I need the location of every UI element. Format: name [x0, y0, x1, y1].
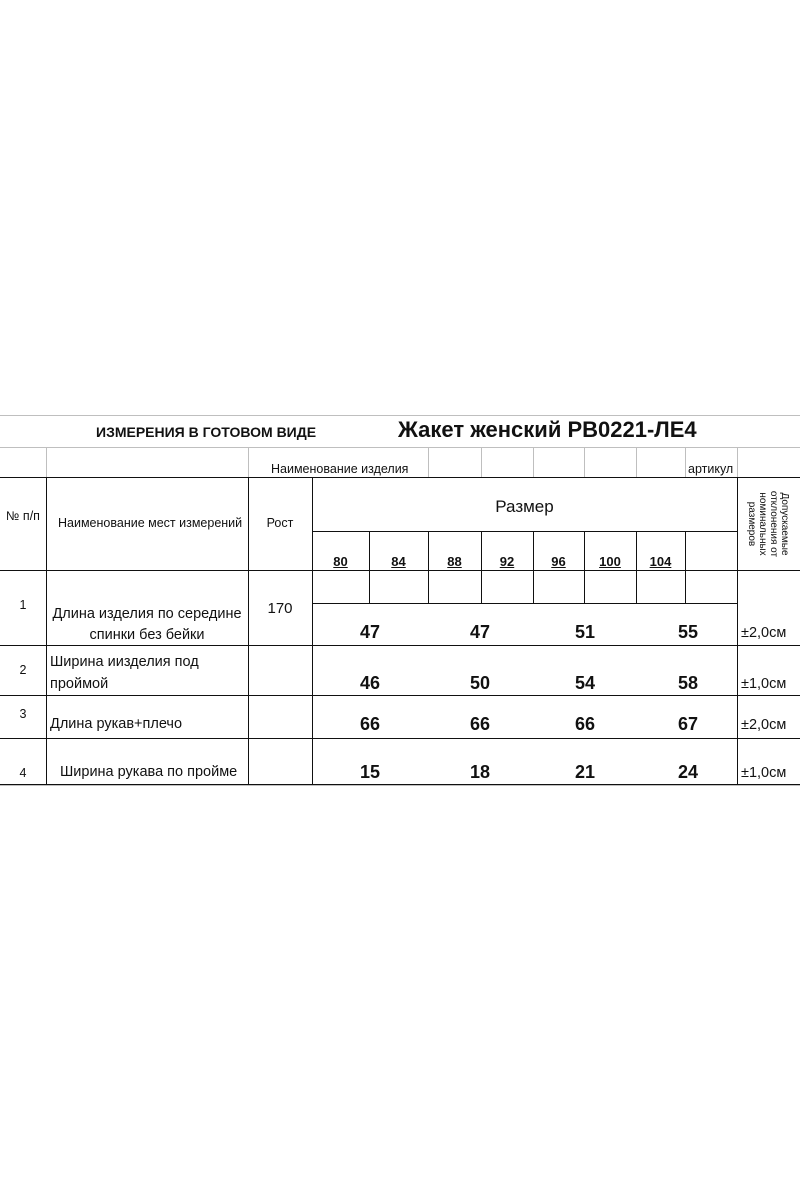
row-3-value-80: 66	[359, 714, 381, 734]
row-2-value-104: 58	[677, 673, 699, 693]
row-4-value-96: 21	[574, 762, 596, 782]
row-3-value-104: 67	[677, 714, 699, 734]
column-tolerance-header: Допускаемые отклонения от номинальных размеров	[746, 490, 790, 558]
product-name-label: Наименование изделия	[271, 462, 409, 476]
product-title: Жакет женский PB0221-ЛЕ4	[398, 417, 697, 442]
row-1-value-88: 47	[469, 622, 491, 642]
row-4-name-line1: Ширина рукава по пройме	[60, 764, 238, 780]
article-label: артикул	[688, 462, 734, 476]
measurements-title: ИЗМЕРЕНИЯ В ГОТОВОМ ВИДЕ	[96, 424, 317, 440]
row-1-tolerance: ±2,0см	[741, 625, 787, 641]
size-88: 88	[447, 554, 462, 569]
row-1-name-line1: Длина изделия по середине	[52, 606, 242, 622]
size-96: 96	[551, 554, 566, 569]
size-84: 84	[391, 554, 406, 569]
row-1-number: 1	[19, 598, 27, 612]
row-4-value-80: 15	[359, 762, 381, 782]
size-104: 104	[649, 554, 672, 569]
column-number-header: № п/п	[6, 509, 40, 523]
row-1-value-80: 47	[359, 622, 381, 642]
size-80: 80	[333, 554, 348, 569]
size-100: 100	[599, 554, 621, 569]
row-3-value-96: 66	[574, 714, 596, 734]
column-size-header: Размер	[495, 497, 554, 516]
row-4-tolerance: ±1,0см	[741, 765, 787, 781]
size-92: 92	[499, 554, 515, 569]
row-3-number: 3	[19, 707, 27, 721]
row-2-number: 2	[19, 663, 27, 677]
row-3-value-88: 66	[469, 714, 491, 734]
column-name-header: Наименование мест измерений	[58, 516, 243, 530]
row-4-value-104: 24	[677, 762, 699, 782]
row-1-value-96: 51	[574, 622, 596, 642]
row-2-value-96: 54	[574, 673, 596, 693]
row-2-tolerance: ±1,0см	[741, 676, 787, 692]
row-2-name-line2: проймой	[50, 676, 109, 692]
row-4-value-88: 18	[469, 762, 491, 782]
row-1-height-value: 170	[267, 600, 293, 617]
row-1-name-line2: спинки без бейки	[89, 627, 205, 643]
row-3-name-line1: Длина рукав+плечо	[50, 716, 183, 732]
row-2-value-88: 50	[469, 673, 491, 693]
row-2-name-line1: Ширина иизделия под	[50, 654, 199, 670]
row-2-value-80: 46	[359, 673, 381, 693]
column-height-header: Рост	[266, 516, 294, 530]
row-3-tolerance: ±2,0см	[741, 717, 787, 733]
row-1-value-104: 55	[677, 622, 699, 642]
row-4-number: 4	[19, 766, 27, 780]
